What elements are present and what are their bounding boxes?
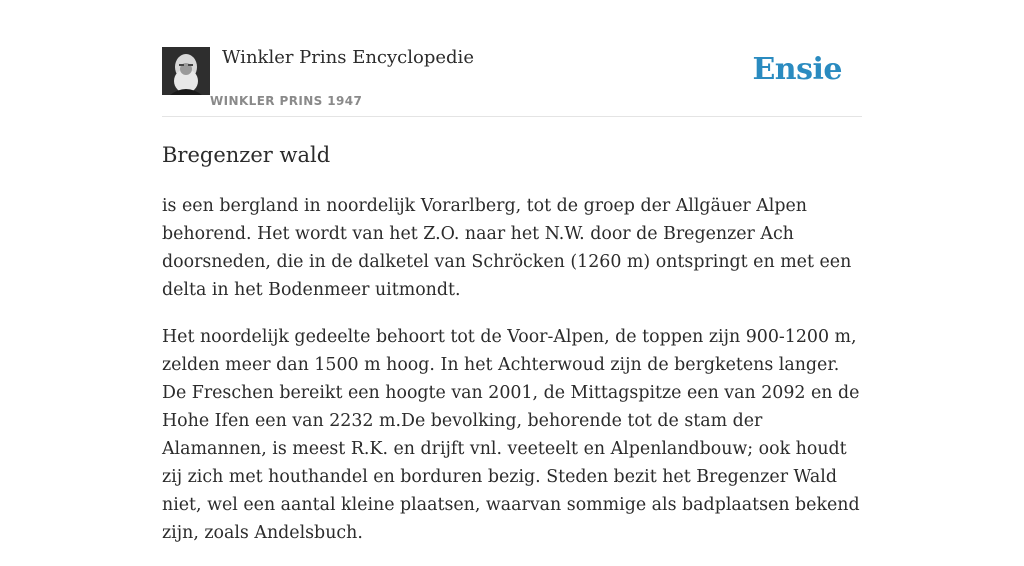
source-header xyxy=(162,46,862,117)
article-paragraph: is een bergland in noordelijk Vorarlberg, tot de groep der Allgäuer Alpen behorend. Het wordt van het Z.O. naar het N.W. door de Bregenzer Ach doorsneden, die in de dalketel van Schröcken (1260 m) ontspringt en met een delta in het Bodenmeer uitmondt. xyxy=(162,196,852,300)
brand-logo[interactable]: Ensie xyxy=(752,52,842,87)
portrait-avatar-icon[interactable] xyxy=(162,47,210,95)
source-subtitle: WINKLER PRINS 1947 xyxy=(210,94,363,108)
article-title: Bregenzer wald xyxy=(162,143,331,167)
article-paragraph: Het noordelijk gedeelte behoort tot de Voor-Alpen, de toppen zijn 900-1200 m, zelden meer dan 1500 m hoog. In het Achterwoud zijn de bergketens langer. De Freschen bereikt een hoogte van 2001, de Mittagspitze een van 2092 en de Hohe Ifen een van 2232 m.De bevolking, behorende tot de stam der Alamannen, is meest R.K. en drijft vnl. veeteelt en Alpenlandbouw; ook houdt zij zich met houthandel en borduren bezig. Steden bezit het Bregenzer Wald niet, wel een aantal kleine plaatsen, waarvan sommige als badplaatsen bekend zijn, zoals Andelsbuch. xyxy=(162,327,860,543)
source-name-link[interactable]: Winkler Prins Encyclopedie xyxy=(222,47,474,68)
article-body xyxy=(162,192,867,566)
